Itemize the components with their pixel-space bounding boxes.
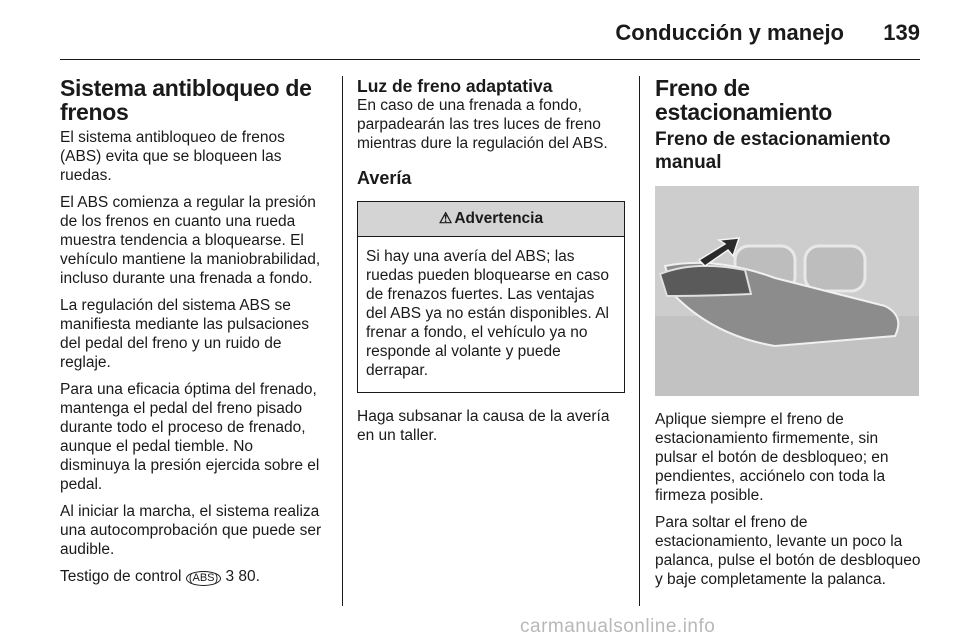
abs-heading: Sistema antibloqueo de frenos bbox=[60, 75, 312, 125]
header-divider bbox=[60, 59, 920, 60]
paragraph: El sistema antibloqueo de frenos (ABS) evita que se bloqueen las ruedas. bbox=[60, 129, 285, 184]
warning-body bbox=[358, 237, 624, 392]
warning-title: Advertencia bbox=[454, 210, 544, 227]
parking-brake-lever-photo bbox=[655, 186, 919, 396]
paragraph: En caso de una frenada a fondo, parpadearán las tres luces de freno mientras dure la regulación del ABS. bbox=[357, 97, 608, 152]
paragraph: Para una eficacia óptima del frenado, mantenga el pedal del freno pisado durante todo el proceso de frenado, aunque el pedal tiemble. No disminuya la presión ejercida sobre el pedal. bbox=[60, 381, 320, 493]
paragraph: La regulación del sistema ABS se manifiesta mediante las pulsaciones del pedal del freno y un ruido de reglaje. bbox=[60, 297, 309, 371]
warning-triangle-icon: ⚠ bbox=[438, 210, 453, 227]
column-brake-light bbox=[357, 76, 625, 453]
paragraph: Aplique siempre el freno de estacionamiento firmemente, sin pulsar el botón de desbloqueo; en pendientes, acciónelo con toda la firmeza posible. bbox=[655, 411, 889, 504]
adaptive-brake-heading: Luz de freno adaptativa bbox=[357, 76, 553, 96]
abs-warning-icon: (ABS) bbox=[186, 571, 221, 586]
column-parking-brake bbox=[655, 76, 923, 597]
section-title: Conducción y manejo bbox=[615, 20, 844, 45]
paragraph: El ABS comienza a regular la presión de los frenos en cuanto una rueda muestra tendencia a bloquearse. El vehículo mantiene la maniobrabilidad, incluso durante una frenada a fondo. bbox=[60, 194, 321, 287]
page-ref-arrow-icon: 3 bbox=[225, 568, 235, 585]
paragraph: Al iniciar la marcha, el sistema realiza una autocomprobación que puede ser audible. bbox=[60, 503, 322, 558]
warning-header bbox=[358, 202, 624, 237]
page-header bbox=[60, 14, 920, 60]
control-light-ref bbox=[60, 567, 326, 586]
warning-box bbox=[357, 201, 625, 393]
control-label: Testigo de control bbox=[60, 568, 182, 585]
page-ref: 80. bbox=[238, 568, 260, 585]
paragraph: Para soltar el freno de estacionamiento, levante un poco la palanca, pulse el botón de desbloqueo y baje completamente la palanca. bbox=[655, 514, 921, 588]
watermark: carmanualsonline.info bbox=[520, 616, 716, 637]
warning-text: Si hay una avería del ABS; las ruedas pueden bloquearse en caso de frenazos fuertes. Las ventajas del ABS ya no están disponibles. Al frenar a fondo, el vehículo ya no responde al volante y puede derrapar. bbox=[366, 248, 610, 379]
page-number: 139 bbox=[883, 20, 920, 45]
column-divider bbox=[639, 76, 640, 606]
column-abs bbox=[60, 76, 326, 594]
column-divider bbox=[342, 76, 343, 606]
paragraph: Haga subsanar la causa de la avería en un taller. bbox=[357, 408, 610, 444]
manual-parking-brake-subheading: Freno de estacionamiento manual bbox=[655, 129, 891, 173]
fault-heading: Avería bbox=[357, 168, 412, 188]
parking-brake-heading: Freno de estacionamiento bbox=[655, 75, 832, 125]
